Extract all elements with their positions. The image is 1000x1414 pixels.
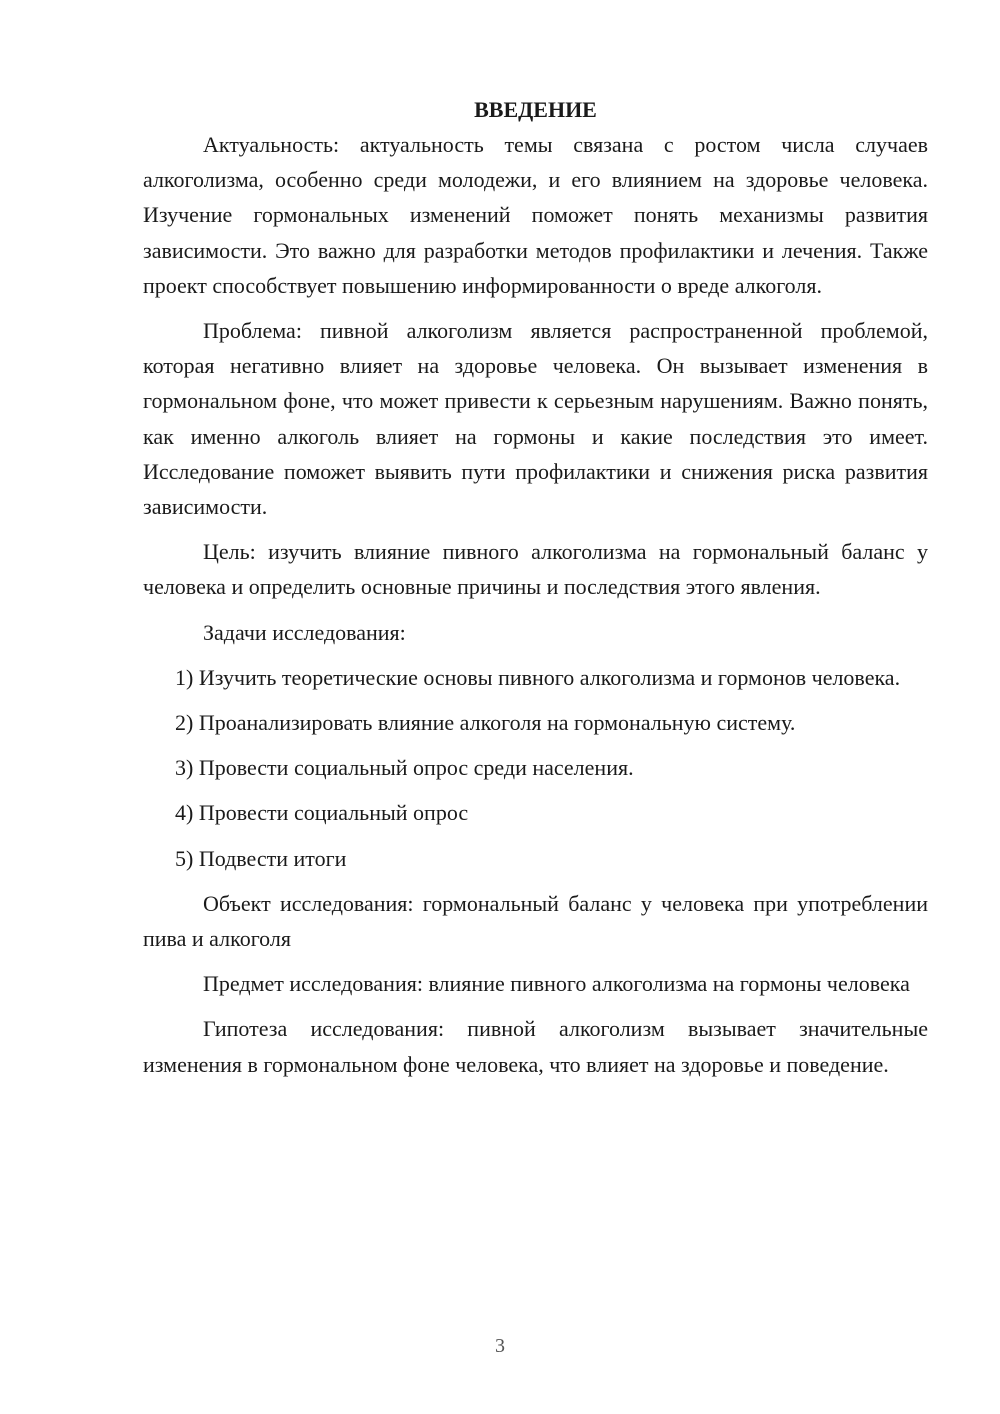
task-item: 3) Провести социальный опрос среди населения. bbox=[175, 755, 634, 781]
task-item: 5) Подвести итоги bbox=[175, 845, 347, 871]
task-item: 2) Проанализировать влияние алкоголя на гормональную систему. bbox=[175, 710, 796, 736]
goal-paragraph: Цель: изучить влияние пивного алкоголизма на гормональный баланс у человека и определить основные причины и последствия этого явления. bbox=[143, 539, 928, 600]
tasks-heading: Задачи исследования: bbox=[203, 619, 406, 645]
relevance-paragraph: Актуальность: актуальность темы связана с ростом числа случаев алкоголизма, особенно среди молодежи, и его влиянием на здоровье человека. Изучение гормональных изменений поможет понять механизмы развития зависимости. Это важно для разработки методов профилактики и лечения. Также проект способствует повышению информированности о вреде алкоголя. bbox=[143, 132, 928, 298]
task-item: 1) Изучить теоретические основы пивного алкоголизма и гормонов человека. bbox=[175, 664, 901, 690]
page-title: ВВЕДЕНИЕ bbox=[474, 97, 597, 122]
page-number: 3 bbox=[495, 1335, 505, 1357]
hypothesis-paragraph: Гипотеза исследования: пивной алкоголизм вызывает значительные изменения в гормональном фоне человека, что влияет на здоровье и поведение. bbox=[143, 1016, 928, 1077]
problem-paragraph: Проблема: пивной алкоголизм является распространенной проблемой, которая негативно влияет на здоровье человека. Он вызывает изменения в гормональном фоне, что может привести к серьезным нарушениям. Важно понять, как именно алкоголь влияет на гормоны и какие последствия это имеет. Исследование поможет выявить пути профилактики и снижения риска развития зависимости. bbox=[143, 318, 928, 520]
object-paragraph: Объект исследования: гормональный баланс у человека при употреблении пива и алкоголя bbox=[143, 890, 928, 952]
task-item: 4) Провести социальный опрос bbox=[175, 800, 469, 826]
subject-paragraph: Предмет исследования: влияние пивного алкоголизма на гормоны человека bbox=[203, 971, 910, 997]
document-page bbox=[143, 92, 928, 1082]
